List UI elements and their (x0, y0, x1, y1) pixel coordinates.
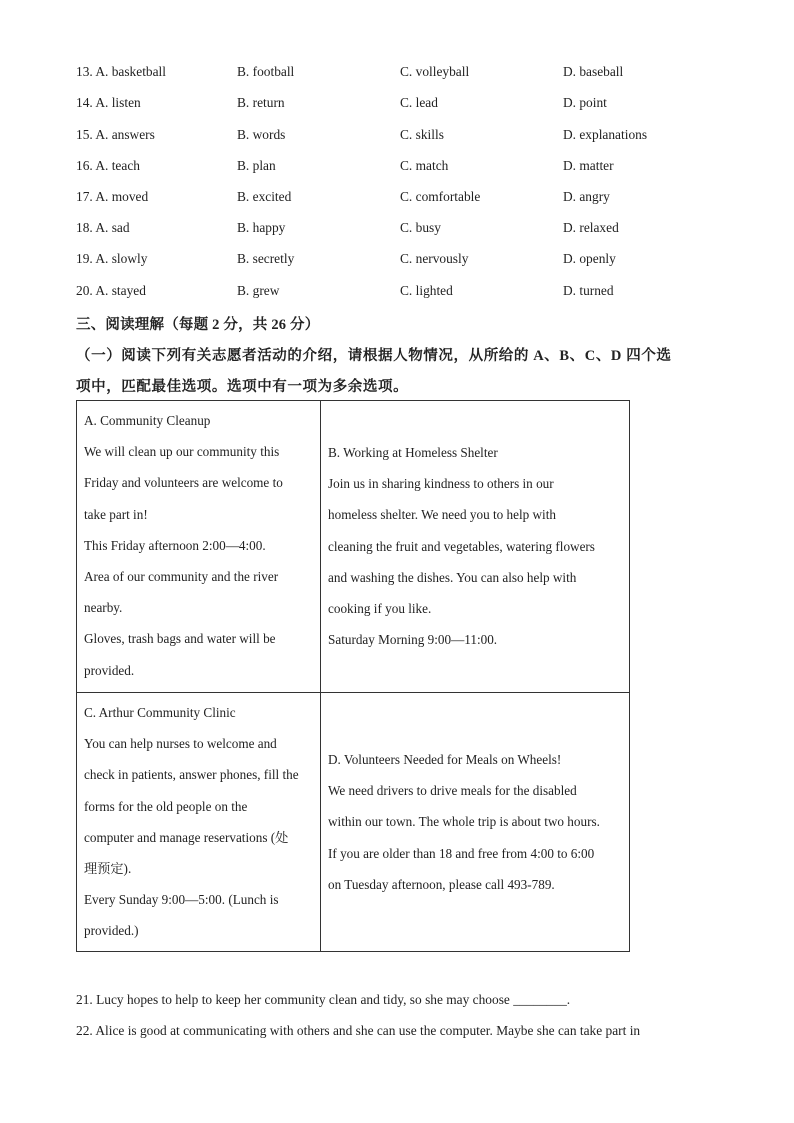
cell-line: Saturday Morning 9:00—11:00. (328, 632, 498, 648)
option-c: C. match (400, 158, 449, 173)
table-divider-vertical (320, 400, 321, 952)
cell-line: This Friday afternoon 2:00—4:00. (84, 537, 266, 553)
option-c: C. volleyball (400, 64, 470, 79)
option-d: D. matter (563, 158, 614, 173)
option-row (0, 187, 794, 207)
cell-line: We will clean up our community this (84, 444, 280, 460)
option-a: 19. A. slowly (76, 251, 148, 266)
option-row (0, 62, 794, 82)
cell-line: computer and manage reservations (处 (84, 829, 289, 845)
option-row (0, 281, 794, 301)
cell-d-meals-on-wheels (328, 744, 600, 900)
option-b: B. excited (237, 189, 292, 204)
option-a: 15. A. answers (76, 127, 155, 142)
option-c: C. lighted (400, 283, 453, 298)
cell-line: Gloves, trash bags and water will be (84, 631, 276, 647)
instruction-line-2: 项中，匹配最佳选项。选项中有一项为多余选项。 (76, 379, 409, 395)
cell-line: 理预定). (84, 860, 132, 876)
option-d: D. point (563, 95, 607, 110)
option-a: 16. A. teach (76, 158, 140, 173)
cell-heading: D. Volunteers Needed for Meals on Wheels! (328, 752, 562, 767)
cell-line: You can help nurses to welcome and (84, 736, 277, 752)
cell-line: cleaning the fruit and vegetables, watering flowers (328, 538, 595, 554)
cell-line: on Tuesday afternoon, please call 493-789. (328, 876, 555, 892)
option-b: B. football (237, 64, 295, 79)
option-d: D. explanations (563, 127, 648, 142)
option-d: D. relaxed (563, 220, 619, 235)
cell-line: Friday and volunteers are welcome to (84, 475, 283, 491)
option-d: D. baseball (563, 64, 624, 79)
cell-heading: B. Working at Homeless Shelter (328, 445, 498, 460)
option-b: B. words (237, 127, 286, 142)
option-a: 17. A. moved (76, 189, 149, 204)
cell-line: forms for the old people on the (84, 798, 248, 814)
cell-b-homeless-shelter (328, 437, 595, 655)
option-a: 18. A. sad (76, 220, 130, 235)
cell-line: within our town. The whole trip is about two hours. (328, 814, 600, 830)
option-d: D. angry (563, 189, 610, 204)
option-c: C. busy (400, 220, 441, 235)
cell-heading: A. Community Cleanup (84, 413, 211, 428)
option-c: C. nervously (400, 251, 469, 266)
cell-c-community-clinic (84, 697, 299, 947)
cell-line: Area of our community and the river (84, 568, 279, 584)
cell-line: homeless shelter. We need you to help with (328, 507, 556, 523)
option-c: C. skills (400, 127, 444, 142)
option-c: C. lead (400, 95, 438, 110)
option-a: 13. A. basketball (76, 64, 167, 79)
option-row (0, 249, 794, 269)
cell-line: nearby. (84, 600, 123, 616)
cell-line: provided.) (84, 923, 139, 939)
option-row (0, 125, 794, 145)
question-22: 22. Alice is good at communicating with others and she can use the computer. Maybe she can take part in (76, 1023, 641, 1038)
cell-line: Join us in sharing kindness to others in our (328, 476, 554, 492)
cell-line: check in patients, answer phones, fill the (84, 767, 299, 783)
cell-line: Every Sunday 9:00—5:00. (Lunch is (84, 892, 279, 908)
cell-a-community-cleanup (84, 405, 283, 686)
option-d: D. openly (563, 251, 616, 266)
cell-line: provided. (84, 662, 135, 678)
option-d: D. turned (563, 283, 614, 298)
cell-line: If you are older than 18 and free from 4:00 to 6:00 (328, 845, 595, 861)
cell-heading: C. Arthur Community Clinic (84, 705, 236, 720)
option-row (0, 156, 794, 176)
table-divider-horizontal (76, 692, 630, 693)
option-a: 20. A. stayed (76, 283, 146, 298)
cell-line: and washing the dishes. You can also help with (328, 569, 577, 585)
option-b: B. return (237, 95, 285, 110)
cell-line: cooking if you like. (328, 600, 432, 616)
option-b: B. plan (237, 158, 276, 173)
cell-line: take part in! (84, 506, 148, 522)
option-c: C. comfortable (400, 189, 481, 204)
question-21: 21. Lucy hopes to help to keep her community clean and tidy, so she may choose ________. (76, 992, 571, 1007)
option-a: 14. A. listen (76, 95, 141, 110)
option-row (0, 218, 794, 238)
option-b: B. secretly (237, 251, 295, 266)
instruction-line-1: （一）阅读下列有关志愿者活动的介绍，请根据人物情况，从所给的 A、B、C、D 四个选 (76, 348, 672, 364)
option-b: B. happy (237, 220, 286, 235)
option-b: B. grew (237, 283, 280, 298)
section-title: 三、阅读理解（每题 2 分，共 26 分） (76, 317, 320, 333)
option-row (0, 93, 794, 113)
cell-line: We need drivers to drive meals for the disabled (328, 783, 577, 799)
